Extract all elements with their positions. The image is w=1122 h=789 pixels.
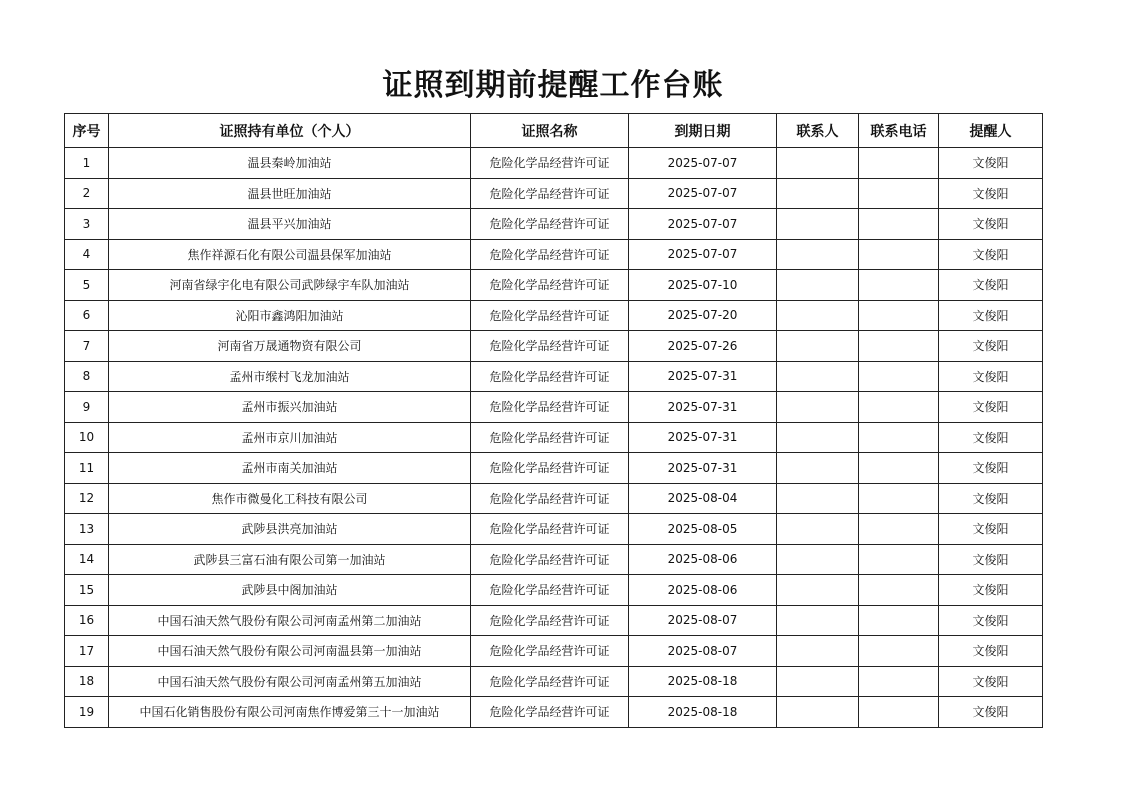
column-header-no: 序号 [65,114,109,148]
table-row [65,300,1043,331]
cell-holder: 中国石化销售股份有限公司河南焦作博爱第三十一加油站 [109,697,471,728]
table-row [65,361,1043,392]
table-row [65,483,1043,514]
cell-phone [859,178,939,209]
cell-no: 7 [65,331,109,362]
cell-phone [859,392,939,423]
cell-phone [859,636,939,667]
cell-holder: 温县秦岭加油站 [109,148,471,179]
cell-holder: 中国石油天然气股份有限公司河南孟州第二加油站 [109,605,471,636]
cell-holder: 武陟县中阁加油站 [109,575,471,606]
cell-expiry: 2025-08-07 [629,605,777,636]
cell-no: 9 [65,392,109,423]
cell-no: 5 [65,270,109,301]
cell-no: 10 [65,422,109,453]
cell-holder: 武陟县洪亮加油站 [109,514,471,545]
cell-phone [859,361,939,392]
cell-holder: 温县平兴加油站 [109,209,471,240]
cell-expiry: 2025-08-06 [629,544,777,575]
cell-no: 4 [65,239,109,270]
cell-contact [777,361,859,392]
cell-expiry: 2025-08-05 [629,514,777,545]
cell-phone [859,331,939,362]
cell-no: 17 [65,636,109,667]
page-title: 证照到期前提醒工作台账 [382,68,724,103]
table-row [65,697,1043,728]
cell-no: 1 [65,148,109,179]
cell-contact [777,697,859,728]
cell-no: 19 [65,697,109,728]
cell-phone [859,239,939,270]
cell-phone [859,422,939,453]
cell-reminder: 文俊阳 [939,605,1043,636]
cell-license: 危险化学品经营许可证 [471,300,629,331]
table-row [65,514,1043,545]
table-row [65,575,1043,606]
column-header-expiry: 到期日期 [629,114,777,148]
table-row [65,636,1043,667]
cell-reminder: 文俊阳 [939,239,1043,270]
table-row [65,209,1043,240]
table-row [65,392,1043,423]
cell-phone [859,483,939,514]
cell-phone [859,453,939,484]
license-reminder-table [64,113,1043,728]
cell-phone [859,575,939,606]
cell-no: 16 [65,605,109,636]
cell-contact [777,575,859,606]
table-row [65,178,1043,209]
cell-contact [777,392,859,423]
cell-no: 3 [65,209,109,240]
cell-license: 危险化学品经营许可证 [471,697,629,728]
cell-holder: 河南省绿宇化电有限公司武陟绿宇车队加油站 [109,270,471,301]
cell-holder: 中国石油天然气股份有限公司河南温县第一加油站 [109,636,471,667]
cell-holder: 焦作市微曼化工科技有限公司 [109,483,471,514]
table-row [65,666,1043,697]
cell-reminder: 文俊阳 [939,575,1043,606]
cell-holder: 孟州市京川加油站 [109,422,471,453]
cell-contact [777,300,859,331]
cell-no: 18 [65,666,109,697]
cell-reminder: 文俊阳 [939,544,1043,575]
cell-license: 危险化学品经营许可证 [471,422,629,453]
cell-holder: 温县世旺加油站 [109,178,471,209]
column-header-holder: 证照持有单位（个人） [109,114,471,148]
table-row [65,453,1043,484]
cell-license: 危险化学品经营许可证 [471,483,629,514]
cell-expiry: 2025-07-31 [629,453,777,484]
cell-expiry: 2025-07-31 [629,361,777,392]
cell-license: 危险化学品经营许可证 [471,361,629,392]
cell-reminder: 文俊阳 [939,392,1043,423]
cell-reminder: 文俊阳 [939,666,1043,697]
cell-contact [777,148,859,179]
cell-expiry: 2025-07-07 [629,239,777,270]
cell-contact [777,453,859,484]
cell-expiry: 2025-08-18 [629,666,777,697]
cell-reminder: 文俊阳 [939,331,1043,362]
cell-phone [859,270,939,301]
cell-expiry: 2025-07-31 [629,422,777,453]
cell-license: 危险化学品经营许可证 [471,544,629,575]
table-row [65,270,1043,301]
cell-contact [777,270,859,301]
cell-license: 危险化学品经营许可证 [471,209,629,240]
cell-contact [777,178,859,209]
cell-reminder: 文俊阳 [939,514,1043,545]
cell-license: 危险化学品经营许可证 [471,636,629,667]
table-body [65,148,1043,728]
cell-contact [777,514,859,545]
cell-expiry: 2025-07-26 [629,331,777,362]
cell-contact [777,483,859,514]
cell-contact [777,422,859,453]
cell-holder: 中国石油天然气股份有限公司河南孟州第五加油站 [109,666,471,697]
cell-no: 2 [65,178,109,209]
cell-holder: 河南省万晟通物资有限公司 [109,331,471,362]
cell-no: 6 [65,300,109,331]
cell-phone [859,148,939,179]
cell-phone [859,666,939,697]
table-row [65,422,1043,453]
cell-reminder: 文俊阳 [939,697,1043,728]
cell-contact [777,331,859,362]
cell-no: 14 [65,544,109,575]
cell-license: 危险化学品经营许可证 [471,239,629,270]
cell-phone [859,300,939,331]
cell-no: 8 [65,361,109,392]
cell-reminder: 文俊阳 [939,422,1043,453]
cell-expiry: 2025-08-04 [629,483,777,514]
column-header-license: 证照名称 [471,114,629,148]
cell-reminder: 文俊阳 [939,483,1043,514]
column-header-phone: 联系电话 [859,114,939,148]
cell-expiry: 2025-07-07 [629,148,777,179]
cell-no: 11 [65,453,109,484]
cell-phone [859,697,939,728]
cell-license: 危险化学品经营许可证 [471,605,629,636]
cell-reminder: 文俊阳 [939,300,1043,331]
cell-reminder: 文俊阳 [939,453,1043,484]
cell-expiry: 2025-07-20 [629,300,777,331]
cell-license: 危险化学品经营许可证 [471,453,629,484]
cell-expiry: 2025-07-31 [629,392,777,423]
cell-contact [777,239,859,270]
table-row [65,331,1043,362]
cell-holder: 孟州市缑村飞龙加油站 [109,361,471,392]
cell-holder: 武陟县三富石油有限公司第一加油站 [109,544,471,575]
cell-license: 危险化学品经营许可证 [471,666,629,697]
cell-phone [859,514,939,545]
cell-expiry: 2025-07-10 [629,270,777,301]
cell-contact [777,605,859,636]
cell-license: 危险化学品经营许可证 [471,331,629,362]
cell-license: 危险化学品经营许可证 [471,178,629,209]
cell-license: 危险化学品经营许可证 [471,575,629,606]
table-row [65,239,1043,270]
cell-holder: 焦作祥源石化有限公司温县保军加油站 [109,239,471,270]
cell-no: 12 [65,483,109,514]
cell-reminder: 文俊阳 [939,148,1043,179]
table-row [65,544,1043,575]
cell-holder: 孟州市南关加油站 [109,453,471,484]
column-header-reminder: 提醒人 [939,114,1043,148]
cell-reminder: 文俊阳 [939,270,1043,301]
cell-expiry: 2025-08-07 [629,636,777,667]
cell-license: 危险化学品经营许可证 [471,514,629,545]
cell-reminder: 文俊阳 [939,178,1043,209]
cell-phone [859,605,939,636]
cell-contact [777,209,859,240]
cell-phone [859,544,939,575]
column-header-contact: 联系人 [777,114,859,148]
cell-expiry: 2025-08-18 [629,697,777,728]
cell-reminder: 文俊阳 [939,209,1043,240]
cell-holder: 沁阳市鑫鸿阳加油站 [109,300,471,331]
table-row [65,148,1043,179]
cell-contact [777,544,859,575]
cell-no: 15 [65,575,109,606]
cell-no: 13 [65,514,109,545]
cell-holder: 孟州市振兴加油站 [109,392,471,423]
cell-expiry: 2025-07-07 [629,209,777,240]
cell-reminder: 文俊阳 [939,361,1043,392]
cell-expiry: 2025-07-07 [629,178,777,209]
cell-license: 危险化学品经营许可证 [471,148,629,179]
cell-contact [777,636,859,667]
cell-license: 危险化学品经营许可证 [471,392,629,423]
cell-phone [859,209,939,240]
cell-license: 危险化学品经营许可证 [471,270,629,301]
cell-expiry: 2025-08-06 [629,575,777,606]
table-header-row [65,114,1043,148]
cell-reminder: 文俊阳 [939,636,1043,667]
cell-contact [777,666,859,697]
table-row [65,605,1043,636]
